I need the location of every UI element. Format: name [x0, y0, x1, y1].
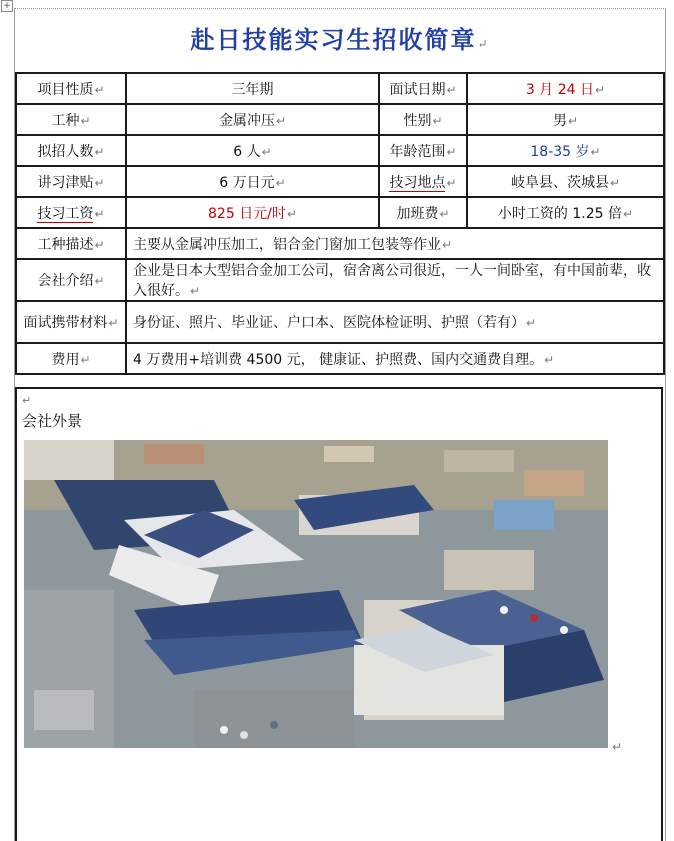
table-row [16, 301, 664, 343]
label-cell: 工种描述↵ [16, 228, 126, 259]
label-cell: 技习工资↵ [16, 197, 126, 228]
label-cell: 会社介绍↵ [16, 259, 126, 301]
label-cell: 加班费↵ [379, 197, 467, 228]
label-cell: 性别↵ [379, 104, 467, 135]
factory-aerial-photo[interactable] [24, 440, 608, 748]
label-cell: 面试携带材料↵ [16, 301, 126, 343]
value-cell: 小时工资的 1.25 倍↵ [467, 197, 664, 228]
info-table [15, 72, 665, 375]
wage-cell: 825 日元/时↵ [126, 197, 379, 228]
table-anchor-icon[interactable]: + [1, 0, 13, 12]
label-cell: 拟招人数↵ [16, 135, 126, 166]
section-heading: 会社外景 [22, 412, 83, 430]
paragraph-mark-icon: ↵ [22, 394, 32, 407]
value-cell: 金属冲压↵ [126, 104, 379, 135]
table-row [16, 104, 664, 135]
label-cell: 讲习津贴↵ [16, 166, 126, 197]
table-row [16, 166, 664, 197]
interview-date-cell: 3 月 24 日↵ [467, 73, 664, 104]
company-intro-cell: 企业是日本大型铝合金加工公司，宿舍离公司很近，一人一间卧室，有中国前辈，收入很好。↵ [126, 259, 664, 301]
paragraph-mark-icon: ↵ [612, 740, 623, 754]
fees-cell: 4 万费用+培训费 4500 元， 健康证、护照费、国内交通费自理。↵ [126, 343, 664, 374]
label-cell: 费用↵ [16, 343, 126, 374]
label-cell: 工种↵ [16, 104, 126, 135]
table-row [16, 343, 664, 374]
value-cell: 男↵ [467, 104, 664, 135]
value-cell: 三年期 [126, 73, 379, 104]
table-row [16, 197, 664, 228]
table-row [16, 73, 664, 104]
table-row [16, 259, 664, 301]
table-row [16, 135, 664, 166]
value-cell: 6 人↵ [126, 135, 379, 166]
paragraph-mark-icon: ↵ [477, 37, 490, 51]
label-cell: 项目性质↵ [16, 73, 126, 104]
table-row [16, 228, 664, 259]
value-cell: 6 万日元↵ [126, 166, 379, 197]
value-cell: 18-35 岁↵ [467, 135, 664, 166]
value-cell: 主要从金属冲压加工，铝合金门窗加工包装等作业↵ [126, 228, 664, 259]
page-title: 赴日技能实习生招收简章↵ [190, 25, 490, 54]
value-cell: 身份证、照片、毕业证、户口本、医院体检证明、护照（若有）↵ [126, 301, 664, 343]
label-cell: 技习地点↵ [379, 166, 467, 197]
value-cell: 岐阜县、茨城县↵ [467, 166, 664, 197]
label-cell: 面试日期↵ [379, 73, 467, 104]
label-cell: 年龄范围↵ [379, 135, 467, 166]
